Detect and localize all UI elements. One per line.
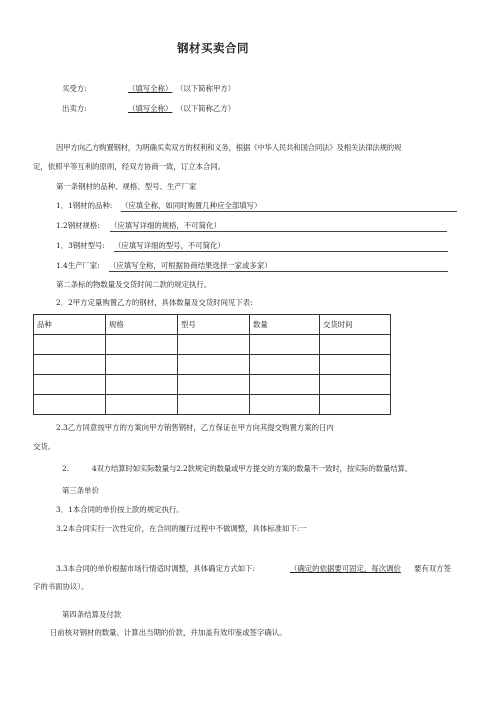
buyer-note: （以下简称甲方） (176, 84, 236, 93)
preamble-line-1: 因甲方向乙方购置钢材，为明确买卖双方的权利和义务，根据《中华人民共和国合同法》及相关法律法规的规 (56, 143, 402, 152)
article-1-1-underline (121, 211, 457, 212)
table-header-row (34, 315, 391, 335)
table-cell (250, 335, 320, 355)
table-cell (34, 355, 106, 375)
article-2-4-text: 4双方结算时如实际数量与2.2款规定的数量或甲方提交的方案的数量不一致时，按实际的数量结算。 (92, 464, 412, 473)
article-3-2-text: 3.2本合同实行一次性定价，在合同的履行过程中不做调整，具体标准如下:一 (56, 524, 307, 533)
buyer-fill: （填写全称） (128, 84, 173, 93)
article-2-heading: 第二条标的物数量及交货时间二款的规定执行。 (56, 280, 212, 289)
table-row (34, 355, 391, 375)
page-title: 钢材买卖合同 (177, 41, 249, 55)
table-header-cell: 品种 (34, 315, 106, 335)
article-2-2-text: 2．2甲方定量购置乙方的钢材，具体数量及交货时间见下表: (56, 298, 253, 307)
article-1-heading: 第一条钢材的品种、规格、型号、生产厂家 (56, 182, 197, 191)
table-header-cell: 规格 (106, 315, 178, 335)
table-cell (34, 375, 106, 395)
article-1-1-prefix: 1．1钢材的品种: (56, 201, 113, 210)
article-3-3-prefix: 3.3本合同的单价根据市场行情适时调整，具体确定方式如下: (56, 564, 256, 573)
article-1-4-underline (109, 271, 448, 272)
article-3-3-line-2: 字的书面协议）。 (33, 582, 89, 591)
table-cell (106, 355, 178, 375)
article-1-2-prefix: 1.2钢材规格: (56, 221, 100, 230)
article-2-3-line-2: 交货。 (33, 442, 56, 451)
table-row (34, 335, 391, 355)
article-3-heading: 第三条单价 (62, 486, 99, 495)
table-cell (106, 335, 178, 355)
article-3-1-text: 3．1本合同的单价按上款的规定执行。 (56, 505, 184, 514)
article-3-3-fill: （确定的依据要可固定，每次调价 (290, 564, 401, 573)
table-cell (320, 335, 391, 355)
article-3-3-suffix: 要有双方签 (414, 564, 451, 573)
table-cell (250, 355, 320, 375)
article-1-1-fill: （应填全称，如同时购置几种应全部填写） (121, 201, 262, 210)
table-cell (178, 395, 250, 415)
table-cell (320, 355, 391, 375)
table-cell (250, 375, 320, 395)
table-header-cell: 交货时间 (320, 315, 391, 335)
table-cell (34, 335, 106, 355)
article-4-heading: 第四条结算及付款 (62, 610, 122, 619)
article-1-2-underline (110, 231, 447, 232)
table-cell (178, 375, 250, 395)
article-1-3-prefix: 1．3钢材型号: (56, 241, 105, 250)
table-header-cell: 型号 (178, 315, 250, 335)
table-cell (178, 335, 250, 355)
seller-label: 出卖方: (62, 104, 87, 113)
table-row (34, 375, 391, 395)
article-2-4-number: 2. (62, 464, 70, 473)
table-row (34, 395, 391, 415)
buyer-label: 买受方: (62, 84, 87, 93)
table-cell (320, 395, 391, 415)
article-1-3-fill: （应填写详细的型号，不可简化） (114, 241, 225, 250)
seller-note: （以下简称乙方） (176, 104, 236, 113)
table-cell (34, 395, 106, 415)
article-1-3-underline (114, 251, 448, 252)
table-cell (250, 395, 320, 415)
delivery-table (33, 314, 391, 415)
seller-fill: （填写全称） (128, 104, 173, 113)
table-header-cell: 数量 (250, 315, 320, 335)
table-cell (106, 375, 178, 395)
article-1-4-prefix: 1.4生产厂家: (56, 261, 100, 270)
table-cell (106, 395, 178, 415)
table-cell (178, 355, 250, 375)
table-cell (320, 375, 391, 395)
article-2-3-line-1: 2.3乙方同意按甲方的方案向甲方销售钢材，乙方保证在甲方向其提交购置方案的日内 (56, 423, 334, 432)
article-4-line-1: 日前核对钢材的数量、计算出当期的价款，并加盖有效印鉴或签字确认。 (50, 628, 287, 637)
preamble-line-2: 定，依照平等互利的原则，经双方协商一致，订立本合同。 (33, 162, 226, 171)
article-1-4-fill: （应填写全称，可根据协商结果选择一家或多家） (109, 261, 272, 270)
article-1-2-fill: （应填写详细的规格，不可简化） (110, 221, 221, 230)
